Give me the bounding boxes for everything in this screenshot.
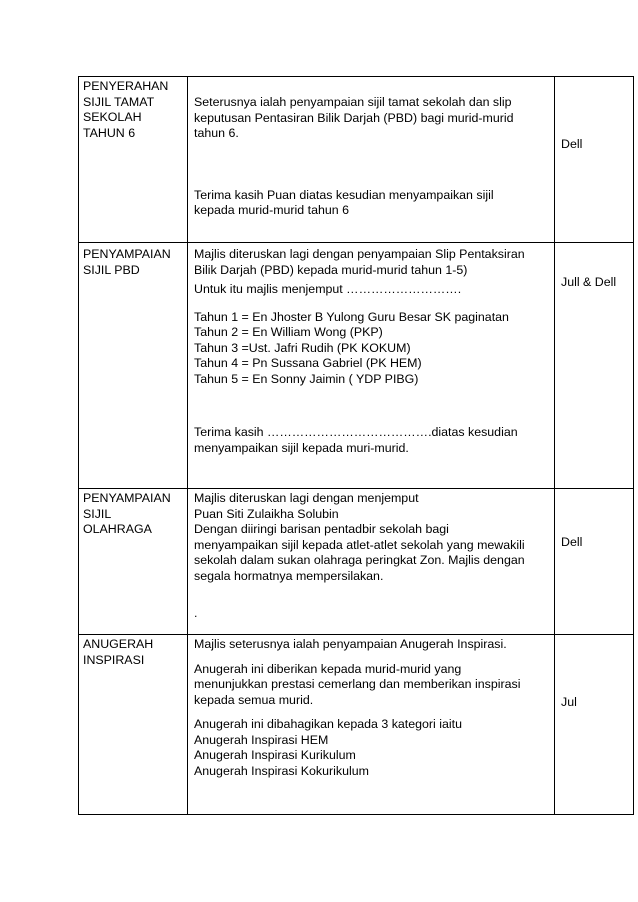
person-label: Jull & Dell	[561, 275, 617, 289]
content-paragraph: .	[194, 606, 198, 620]
person-label: Dell	[561, 535, 583, 549]
content-paragraph: Majlis diteruskan lagi dengan menjemput Puan Siti Zulaikha Solubin Dengan diiringi barisan pentadbir sekolah bagi menyampaikan sijil kepada atlet-atlet sekolah yang mewakili sekolah dalam sukan olahraga peringkat Zon. Majlis dengan segala hormatnya mempersilakan.	[194, 491, 525, 583]
section-label: PENYERAHAN SIJIL TAMAT SEKOLAH TAHUN 6	[83, 79, 169, 140]
table-row	[79, 489, 634, 635]
section-label: PENYAMPAIAN SIJIL PBD	[83, 247, 171, 277]
content-paragraph: Untuk itu majlis menjemput ……………………….	[194, 282, 462, 296]
table-row	[79, 635, 634, 815]
person-cell	[555, 635, 634, 815]
content-paragraph: Majlis seterusnya ialah penyampaian Anugerah Inspirasi.	[194, 637, 507, 651]
section-label: ANUGERAH INSPIRASI	[83, 637, 154, 667]
content-cell	[188, 243, 555, 489]
person-cell	[555, 243, 634, 489]
section-cell	[79, 635, 188, 815]
section-cell	[79, 77, 188, 243]
person-cell	[555, 77, 634, 243]
section-cell	[79, 489, 188, 635]
section-cell	[79, 243, 188, 489]
content-paragraph: Anugerah ini diberikan kepada murid-murid yang menunjukkan prestasi cemerlang dan memberikan inspirasi kepada semua murid.	[194, 661, 521, 707]
program-table	[78, 76, 634, 815]
table-row	[79, 243, 634, 489]
content-paragraph: Anugerah ini dibahagikan kepada 3 kategori iaitu Anugerah Inspirasi HEM Anugerah Inspirasi Kurikulum Anugerah Inspirasi Kokurikulum	[194, 717, 462, 778]
content-paragraph: Terima kasih ………………………………….diatas kesudian menyampaikan sijil kepada muri-murid.	[194, 425, 518, 455]
content-paragraph: Terima kasih Puan diatas kesudian menyampaikan sijil kepada murid-murid tahun 6	[194, 187, 494, 217]
content-cell	[188, 77, 555, 243]
content-paragraph: Seterusnya ialah penyampaian sijil tamat sekolah dan slip keputusan Pentasiran Bilik Darjah (PBD) bagi murid-murid tahun 6.	[194, 95, 514, 140]
content-cell	[188, 489, 555, 635]
person-label: Jul	[561, 695, 577, 709]
content-cell	[188, 635, 555, 815]
person-cell	[555, 489, 634, 635]
person-label: Dell	[561, 137, 583, 151]
content-paragraph: Tahun 1 = En Jhoster B Yulong Guru Besar SK paginatan Tahun 2 = En William Wong (PKP) Tahun 3 =Ust. Jafri Rudih (PK KOKUM) Tahun 4 = Pn Sussana Gabriel (PK HEM) Tahun 5 = En Sonny Jaimin ( YDP PIBG)	[194, 309, 509, 386]
section-label: PENYAMPAIAN SIJIL OLAHRAGA	[83, 491, 171, 536]
content-paragraph: Majlis diteruskan lagi dengan penyampaian Slip Pentaksiran Bilik Darjah (PBD) kepada murid-murid tahun 1-5)	[194, 247, 525, 277]
table-row	[79, 77, 634, 243]
